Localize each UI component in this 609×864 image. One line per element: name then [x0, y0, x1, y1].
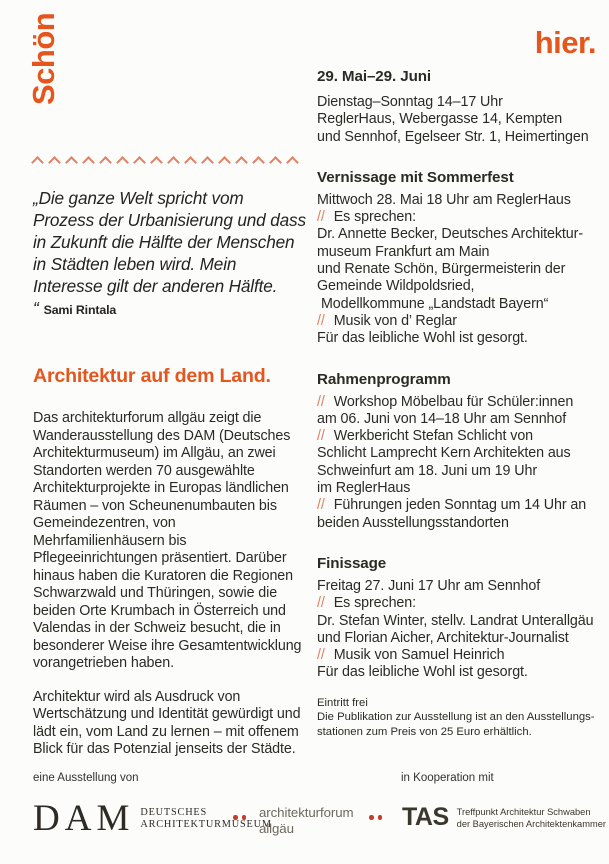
slash-mark: // [317, 497, 325, 514]
chevron-up-icon [201, 156, 214, 169]
slash-mark: // [317, 595, 325, 612]
event-line: und Renate Schön, Bürgermeisterin der [317, 261, 566, 278]
event-line: Modellkommune „Landstadt Bayern“ [321, 295, 549, 312]
chevron-up-icon [31, 156, 44, 169]
event-line: im ReglerHaus [317, 480, 411, 497]
chevron-up-icon [269, 156, 282, 169]
chevron-row [33, 158, 309, 168]
chevron-up-icon [184, 156, 197, 169]
event-line: Mittwoch 28. Mai 18 Uhr am ReglerHaus [317, 191, 571, 208]
chevron-up-icon [116, 156, 129, 169]
afa-dots-right-icon [369, 815, 382, 820]
chevron-up-icon [82, 156, 95, 169]
slash-mark: // [317, 312, 325, 329]
right-column [317, 67, 601, 740]
footer-label-exhibition-by: eine Ausstellung von [33, 772, 139, 784]
event-line [317, 647, 601, 664]
afa-name-line: architekturforum [259, 805, 354, 820]
date-range: 29. Mai–29. Juni [317, 68, 432, 85]
tas-logo-name [457, 807, 606, 830]
pull-quote [33, 187, 309, 321]
event-line: Gemeinde Wildpoldsried, [317, 278, 475, 295]
schedule-line: und Sennhof, Egelseer Str. 1, Heimertingen [317, 128, 589, 145]
article-paragraph-2: Architektur wird als Ausdruck von Wertschätzung und Identität gewürdigt und lädt ein, vom Land zu lernen – mit offenem Blick für das Potenzial jenseits der Städte. [33, 688, 301, 757]
event-line-text: Werkbericht Stefan Schlicht von [333, 428, 534, 445]
chevron-up-icon [252, 156, 265, 169]
event-line: museum Frankfurt am Main [317, 243, 490, 260]
event-line-text: Musik von d’ Reglar [333, 312, 457, 329]
event-line: Schweinfurt am 18. Juni um 19 Uhr [317, 462, 537, 479]
vertical-title: Schön [26, 12, 61, 105]
chevron-up-icon [48, 156, 61, 169]
article-paragraph-1: Das architekturforum allgäu zeigt die Wanderausstellung des DAM (Deutsches Architekturmuseum) im Allgäu, an zwei Standorten werden 70 ausgewählte Architekturprojekte in Europas ländlichen Räumen – von Scheunenumbauten bis Gemeindezentren, von Mehrfamilienhäusern bis Pflegeeinrichtungen präsentiert. Darüber hinaus haben die Kuratoren die Regionen Schwarzwald und Thüringen, sowie die beiden Orte Krumbach in Österreich und Valendas in der Schweiz besucht, die in besonderer Weise ihre Gesamtentwicklung vorangetrieben haben. [33, 410, 302, 671]
chevron-up-icon [286, 156, 299, 169]
event-line-text: Führungen jeden Sonntag um 14 Uhr an [333, 497, 587, 514]
event-line: Für das leibliche Wohl ist gesorgt. [317, 330, 528, 347]
quote-text: „Die ganze Welt spricht vom Prozess der Urbanisierung und dass in Zukunft die Hälfte der Menschen in Städten leben wird. Mein Interesse gilt der anderen Hälfte. “ [33, 188, 306, 318]
afa-dots-left-icon [233, 815, 246, 820]
slash-mark: // [317, 428, 325, 445]
event-line [317, 209, 601, 226]
tas-name-line: Treffpunkt Architektur Schwaben [456, 807, 591, 817]
event-line [317, 313, 601, 330]
article-heading: Architektur auf dem Land. [33, 365, 271, 387]
tas-name-line: der Bayerischen Architektenkammer [456, 818, 606, 829]
event-title-rahmenprogramm: Rahmenprogramm [317, 370, 451, 388]
schedule-line: ReglerHaus, Webergasse 14, Kempten [317, 111, 563, 128]
event-line: Freitag 27. Juni 17 Uhr am Sennhof [317, 577, 541, 594]
event-line: am 06. Juni von 14–18 Uhr am Sennhof [317, 410, 567, 427]
event-line [317, 428, 601, 445]
event-line: Dr. Stefan Winter, stellv. Landrat Unterallgäu [317, 612, 594, 629]
event-line [317, 497, 601, 514]
tas-logo [402, 803, 606, 831]
note-line: Die Publikation zur Ausstellung ist an den Ausstellungs- [317, 711, 595, 724]
event-line: und Florian Aicher, Architektur-Journalist [317, 629, 569, 646]
chevron-up-icon [167, 156, 180, 169]
slash-mark: // [317, 393, 325, 410]
event-line-text: Es sprechen: [333, 595, 416, 612]
event-line: Dr. Annette Becker, Deutsches Architektur- [317, 226, 583, 243]
chevron-up-icon [235, 156, 248, 169]
dam-name-line: DEUTSCHES [140, 806, 208, 818]
event-line [317, 595, 601, 612]
note-line: Eintritt frei [317, 696, 368, 709]
tas-logo-initials: TAS [402, 803, 449, 831]
event-line-text: Musik von Samuel Heinrich [333, 647, 505, 664]
schedule-line: Dienstag–Sonntag 14–17 Uhr [317, 94, 503, 110]
event-line-text: Es sprechen: [333, 209, 416, 226]
event-line [317, 394, 601, 411]
chevron-up-icon [133, 156, 146, 169]
footer-label-cooperation: in Kooperation mit [401, 772, 494, 784]
dam-logo-name [140, 807, 271, 832]
opening-times [317, 94, 601, 146]
chevron-up-icon [150, 156, 163, 169]
dam-logo-initials: DAM [33, 798, 135, 839]
chevron-up-icon [65, 156, 78, 169]
event-title-finissage: Finissage [317, 554, 387, 572]
event-line: beiden Ausstellungsstandorten [317, 514, 509, 531]
dam-name-line: ARCHITEKTURMUSEUM [140, 819, 272, 830]
architekturforum-allgaeu-logo [259, 805, 353, 836]
quote-attribution: Sami Rintala [43, 303, 117, 317]
event-line: Für das leibliche Wohl ist gesorgt. [317, 664, 528, 681]
event-line-text: Workshop Möbelbau für Schüler:innen [333, 393, 574, 410]
chevron-up-icon [99, 156, 112, 169]
event-title-vernissage: Vernissage mit Sommerfest [317, 168, 514, 186]
admission-notes [317, 696, 601, 740]
chevron-up-icon [218, 156, 231, 169]
note-line: stationen zum Preis von 25 Euro erhältlich. [317, 725, 532, 738]
slash-mark: // [317, 209, 325, 226]
left-column [33, 158, 309, 759]
event-line: Schlicht Lamprecht Kern Architekten aus [317, 445, 571, 462]
corner-title: hier. [534, 25, 596, 60]
afa-name-line: allgäu [259, 820, 294, 836]
slash-mark: // [317, 647, 325, 664]
